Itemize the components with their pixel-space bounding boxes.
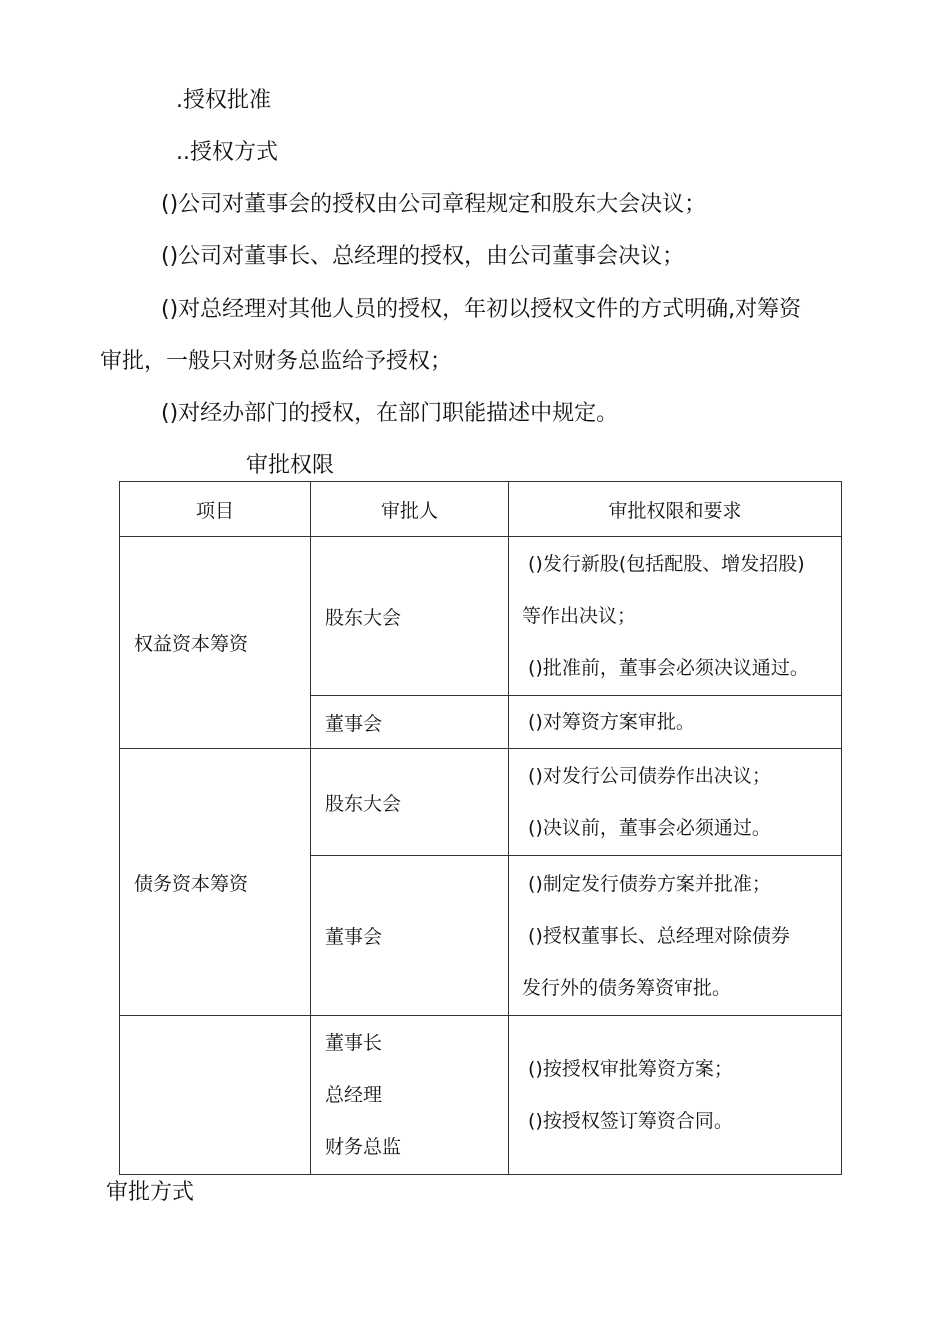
header-approver: 审批人 [311,482,509,537]
item-cell: 债务资本筹资 [120,749,311,1016]
requirements-cell [509,749,842,856]
requirements-cell [509,1016,842,1175]
approval-authority-table [119,481,842,1175]
header-requirements: 审批权限和要求 [509,482,842,537]
requirement-line: ()批准前，董事会必须决议通过。 [528,657,809,679]
approver-cell [311,1016,509,1175]
paragraph-3-line-1: ()对总经理对其他人员的授权，年初以授权文件的方式明确,对筹资 [161,297,802,322]
requirement-line: ()按授权签订筹资合同。 [528,1110,733,1132]
approver-name: 总经理 [325,1084,383,1106]
requirements-cell [509,696,842,749]
table-title: 审批权限 [246,453,335,478]
approver-cell: 股东大会 [311,749,509,856]
requirements-cell [509,537,842,696]
table-row [120,1016,842,1175]
paragraph-1: ()公司对董事会的授权由公司章程规定和股东大会决议； [161,192,707,217]
table-row [120,749,842,856]
requirement-line: ()按授权审批筹资方案； [528,1058,733,1080]
paragraph-2: ()公司对董事长、总经理的授权，由公司董事会决议； [161,244,685,269]
section-heading-approval: .授权批准 [176,88,271,113]
approver-name: 董事长 [325,1032,383,1054]
item-cell [120,1016,311,1175]
requirement-line: ()对筹资方案审批。 [528,711,695,733]
item-cell: 权益资本筹资 [120,537,311,749]
approver-cell: 股东大会 [311,537,509,696]
requirement-line: 等作出决议； [522,605,637,627]
approver-name: 财务总监 [325,1136,402,1158]
paragraph-3-line-2: 审批，一般只对财务总监给予授权； [100,349,453,374]
approval-method-heading: 审批方式 [106,1180,195,1205]
paragraph-4: ()对经办部门的授权，在部门职能描述中规定。 [161,401,619,426]
subheading-authorization-method: ..授权方式 [176,140,278,165]
requirement-line: 发行外的债务筹资审批。 [522,976,732,999]
requirement-line: ()制定发行债券方案并批准； [528,872,771,895]
requirements-cell [509,856,842,1016]
approver-cell: 董事会 [311,856,509,1016]
requirement-line: ()发行新股(包括配股、增发招股) [528,553,805,575]
header-item: 项目 [120,482,311,537]
table-row [120,537,842,696]
requirement-line: ()授权董事长、总经理对除债券 [528,924,790,947]
approver-cell: 董事会 [311,696,509,749]
requirement-line: ()决议前，董事会必须通过。 [528,817,771,839]
requirement-line: ()对发行公司债券作出决议； [528,765,771,787]
table-header-row [120,482,842,537]
